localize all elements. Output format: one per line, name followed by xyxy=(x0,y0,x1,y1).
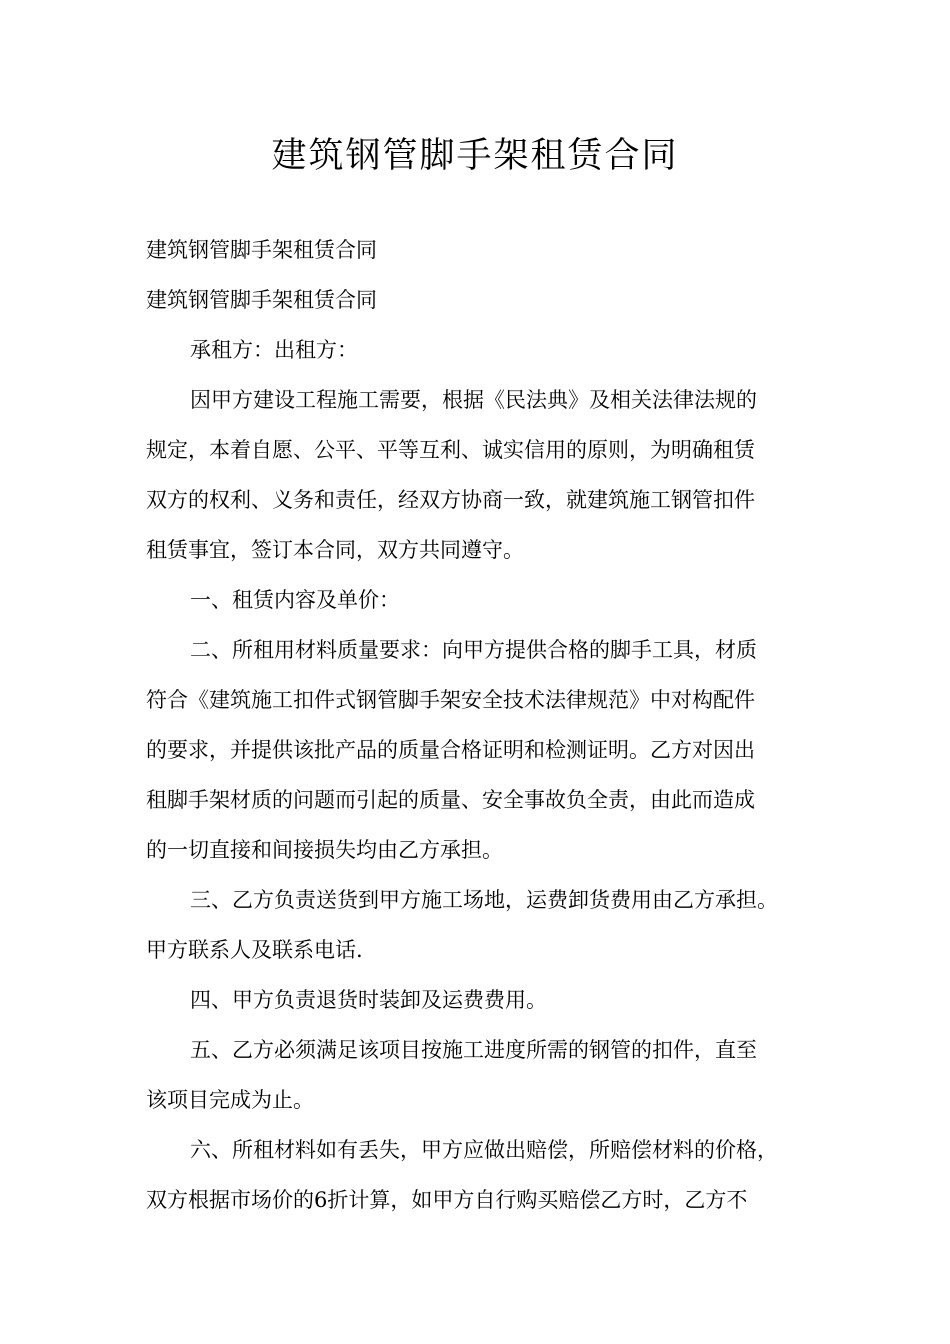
clause-line: 一、租赁内容及单价： xyxy=(190,588,400,612)
text-line: 建筑钢管脚手架租赁合同 xyxy=(146,238,377,262)
paragraph-line: 双方的权利、义务和责任，经双方协商一致，就建筑施工钢管扣件 xyxy=(146,488,755,512)
paragraph-line: 该项目完成为止。 xyxy=(146,1088,314,1112)
clause-line: 三、乙方负责送货到甲方施工场地，运费卸货费用由乙方承担。 xyxy=(190,888,778,912)
paragraph-line: 规定，本着自愿、公平、平等互利、诚实信用的原则，为明确租赁 xyxy=(146,438,755,462)
clause-line: 二、所租用材料质量要求：向甲方提供合格的脚手工具，材质 xyxy=(190,638,757,662)
paragraph-line: 的要求，并提供该批产品的质量合格证明和检测证明。乙方对因出 xyxy=(146,738,755,762)
paragraph-line: 双方根据市场价的6折计算，如甲方自行购买赔偿乙方时，乙方不 xyxy=(146,1188,748,1212)
parties-line: 承租方：出租方： xyxy=(190,338,358,362)
clause-line: 四、甲方负责退货时装卸及运费费用。 xyxy=(190,988,547,1012)
paragraph-line: 符合《建筑施工扣件式钢管脚手架安全技术法律规范》中对构配件 xyxy=(146,688,755,712)
paragraph-line: 租赁事宜，签订本合同，双方共同遵守。 xyxy=(146,538,524,562)
text-line: 建筑钢管脚手架租赁合同 xyxy=(146,288,377,312)
paragraph-line: 因甲方建设工程施工需要，根据《民法典》及相关法律法规的 xyxy=(190,388,757,412)
clause-line: 五、乙方必须满足该项目按施工进度所需的钢管的扣件，直至 xyxy=(190,1038,757,1062)
document-title: 建筑钢管脚手架租赁合同 xyxy=(271,136,679,176)
paragraph-line: 甲方联系人及联系电话. xyxy=(146,938,363,962)
paragraph-line: 的一切直接和间接损失均由乙方承担。 xyxy=(146,838,503,862)
paragraph-line: 租脚手架材质的问题而引起的质量、安全事故负全责，由此而造成 xyxy=(146,788,755,812)
clause-line: 六、所租材料如有丢失，甲方应做出赔偿，所赔偿材料的价格， xyxy=(190,1138,778,1162)
